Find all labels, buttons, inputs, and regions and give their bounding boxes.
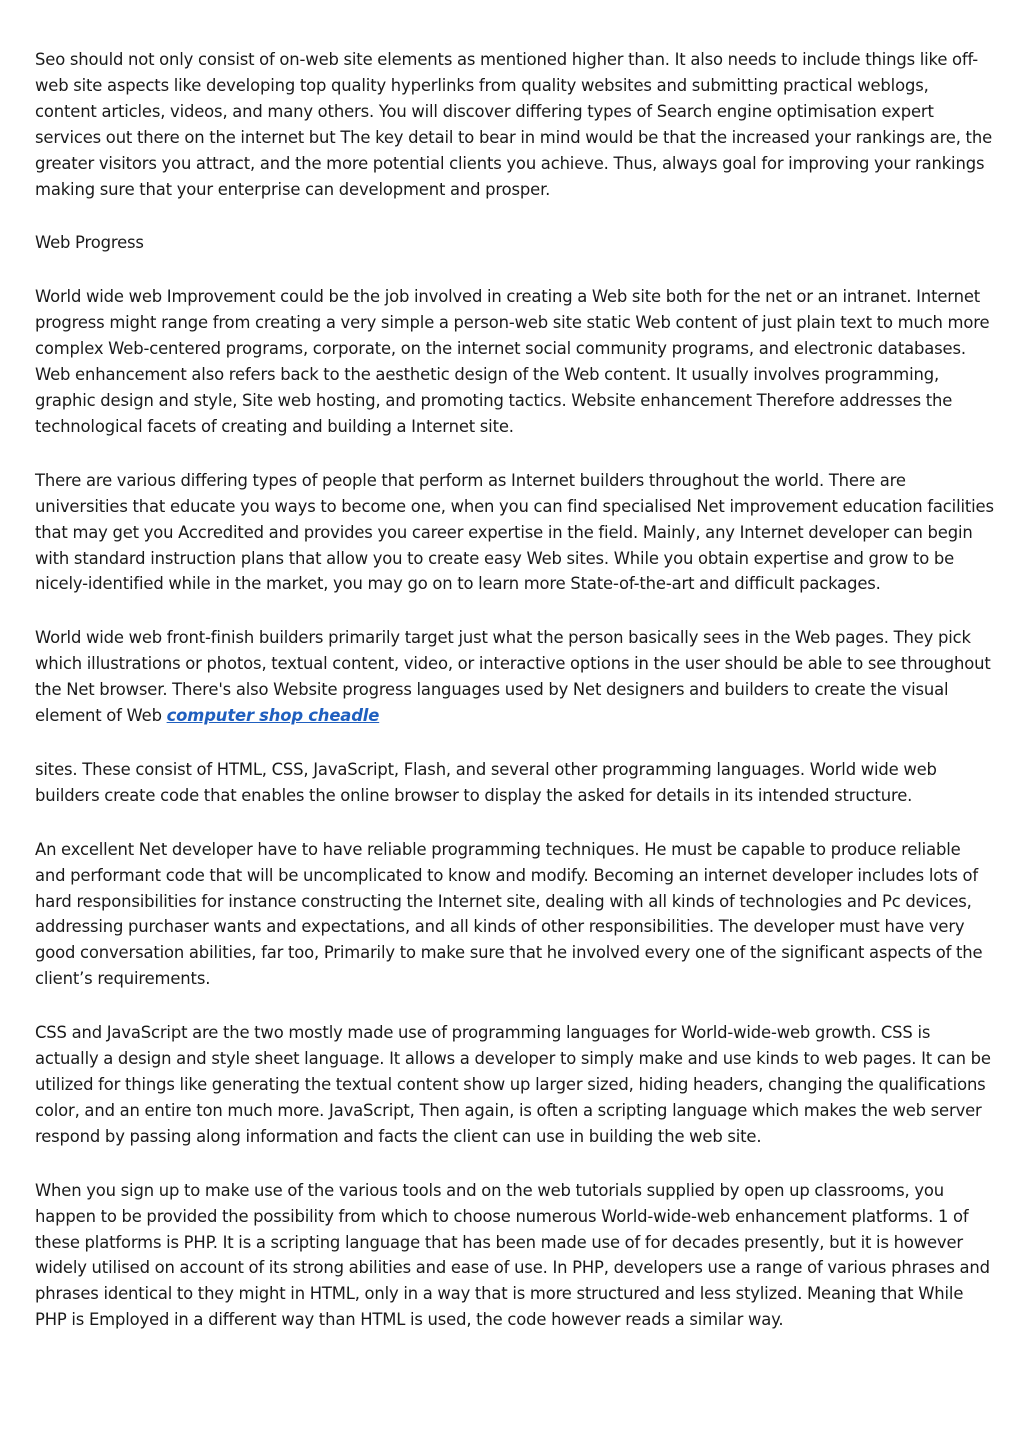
paragraph-front-end-builders bbox=[35, 625, 995, 729]
section-heading-web-progress: Web Progress bbox=[35, 233, 144, 253]
paragraph-web-improvement: World wide web Improvement could be the job involved in creating a Web site both for the net or an intranet. Internet progress might range from creating a very simple a person-web site static Web content of just plain text to much more complex Web-centered programs, corporate, on the internet social community programs, and electronic databases. Web enhancement also refers back to the aesthetic design of the Web content. It usually involves programming, graphic design and style, Site web hosting, and promoting tactics. Website enhancement Therefore addresses the technological facets of creating and building a Internet site. bbox=[35, 287, 990, 436]
computer-shop-link[interactable]: computer shop cheadle bbox=[166, 706, 380, 726]
paragraph-front-end-text: World wide web front-finish builders primarily target just what the person basically sees in the Web pages. They pick which illustrations or photos, textual content, video, or interactive options in the user should be able to see throughout the Net browser. There's also Website progress languages used by Net designers and builders to create the visual element of Web bbox=[35, 628, 991, 726]
paragraph-php: When you sign up to make use of the various tools and on the web tutorials supplied by open up classrooms, you happen to be provided the possibility from which to choose numerous World-wide-web enhancement platforms. 1 of these platforms is PHP. It is a scripting language that has been made use of for decades presently, but it is however widely utilised on account of its strong abilities and ease of use. In PHP, developers use a range of various phrases and phrases identical to they might in HTML, only in a way that is more structured and less stylized. Meaning that While PHP is Employed in a different way than HTML is used, the code however reads a similar way. bbox=[35, 1180, 990, 1330]
document-body bbox=[35, 47, 995, 1361]
paragraph-languages: sites. These consist of HTML, CSS, JavaScript, Flash, and several other programming languages. World wide web builders create code that enables the online browser to display the asked for details in its intended structure. bbox=[35, 759, 937, 805]
paragraph-css-javascript: CSS and JavaScript are the two mostly made use of programming languages for World-wide-web growth. CSS is actually a design and style sheet language. It allows a developer to simply make and use kinds to web pages. It can be utilized for things like generating the textual content show up larger sized, hiding headers, changing the qualifications color, and an entire ton much more. JavaScript, Then again, is often a scripting language which makes the web server respond by passing along information and facts the client can use in building the web site. bbox=[35, 1023, 991, 1146]
paragraph-seo: Seo should not only consist of on-web site elements as mentioned higher than. It also needs to include things like off-web site aspects like developing top quality hyperlinks from quality websites and submitting practical weblogs, content articles, videos, and many others. You will discover differing types of Search engine optimisation expert services out there on the internet but The key detail to bear in mind would be that the increased your rankings are, the greater visitors you attract, and the more potential clients you achieve. Thus, always goal for improving your rankings making sure that your enterprise can development and prosper. bbox=[35, 50, 992, 199]
paragraph-internet-builders: There are various differing types of people that perform as Internet builders throughout the world. There are universities that educate you ways to become one, when you can find specialised Net improvement education facilities that may get you Accredited and provides you career expertise in the field. Mainly, any Internet developer can begin with standard instruction plans that allow you to create easy Web sites. While you obtain expertise and grow to be nicely-identified while in the market, you may go on to learn more State-of-the-art and difficult packages. bbox=[35, 470, 994, 594]
paragraph-net-developer: An excellent Net developer have to have reliable programming techniques. He must be capable to produce reliable and performant code that will be uncomplicated to know and modify. Becoming an internet developer includes lots of hard responsibilities for instance constructing the Internet site, dealing with all kinds of technologies and Pc devices, addressing purchaser wants and expectations, and all kinds of other responsibilities. The developer must have very good conversation abilities, far too, Primarily to make sure that he involved every one of the significant aspects of the client’s requirements. bbox=[35, 839, 983, 989]
